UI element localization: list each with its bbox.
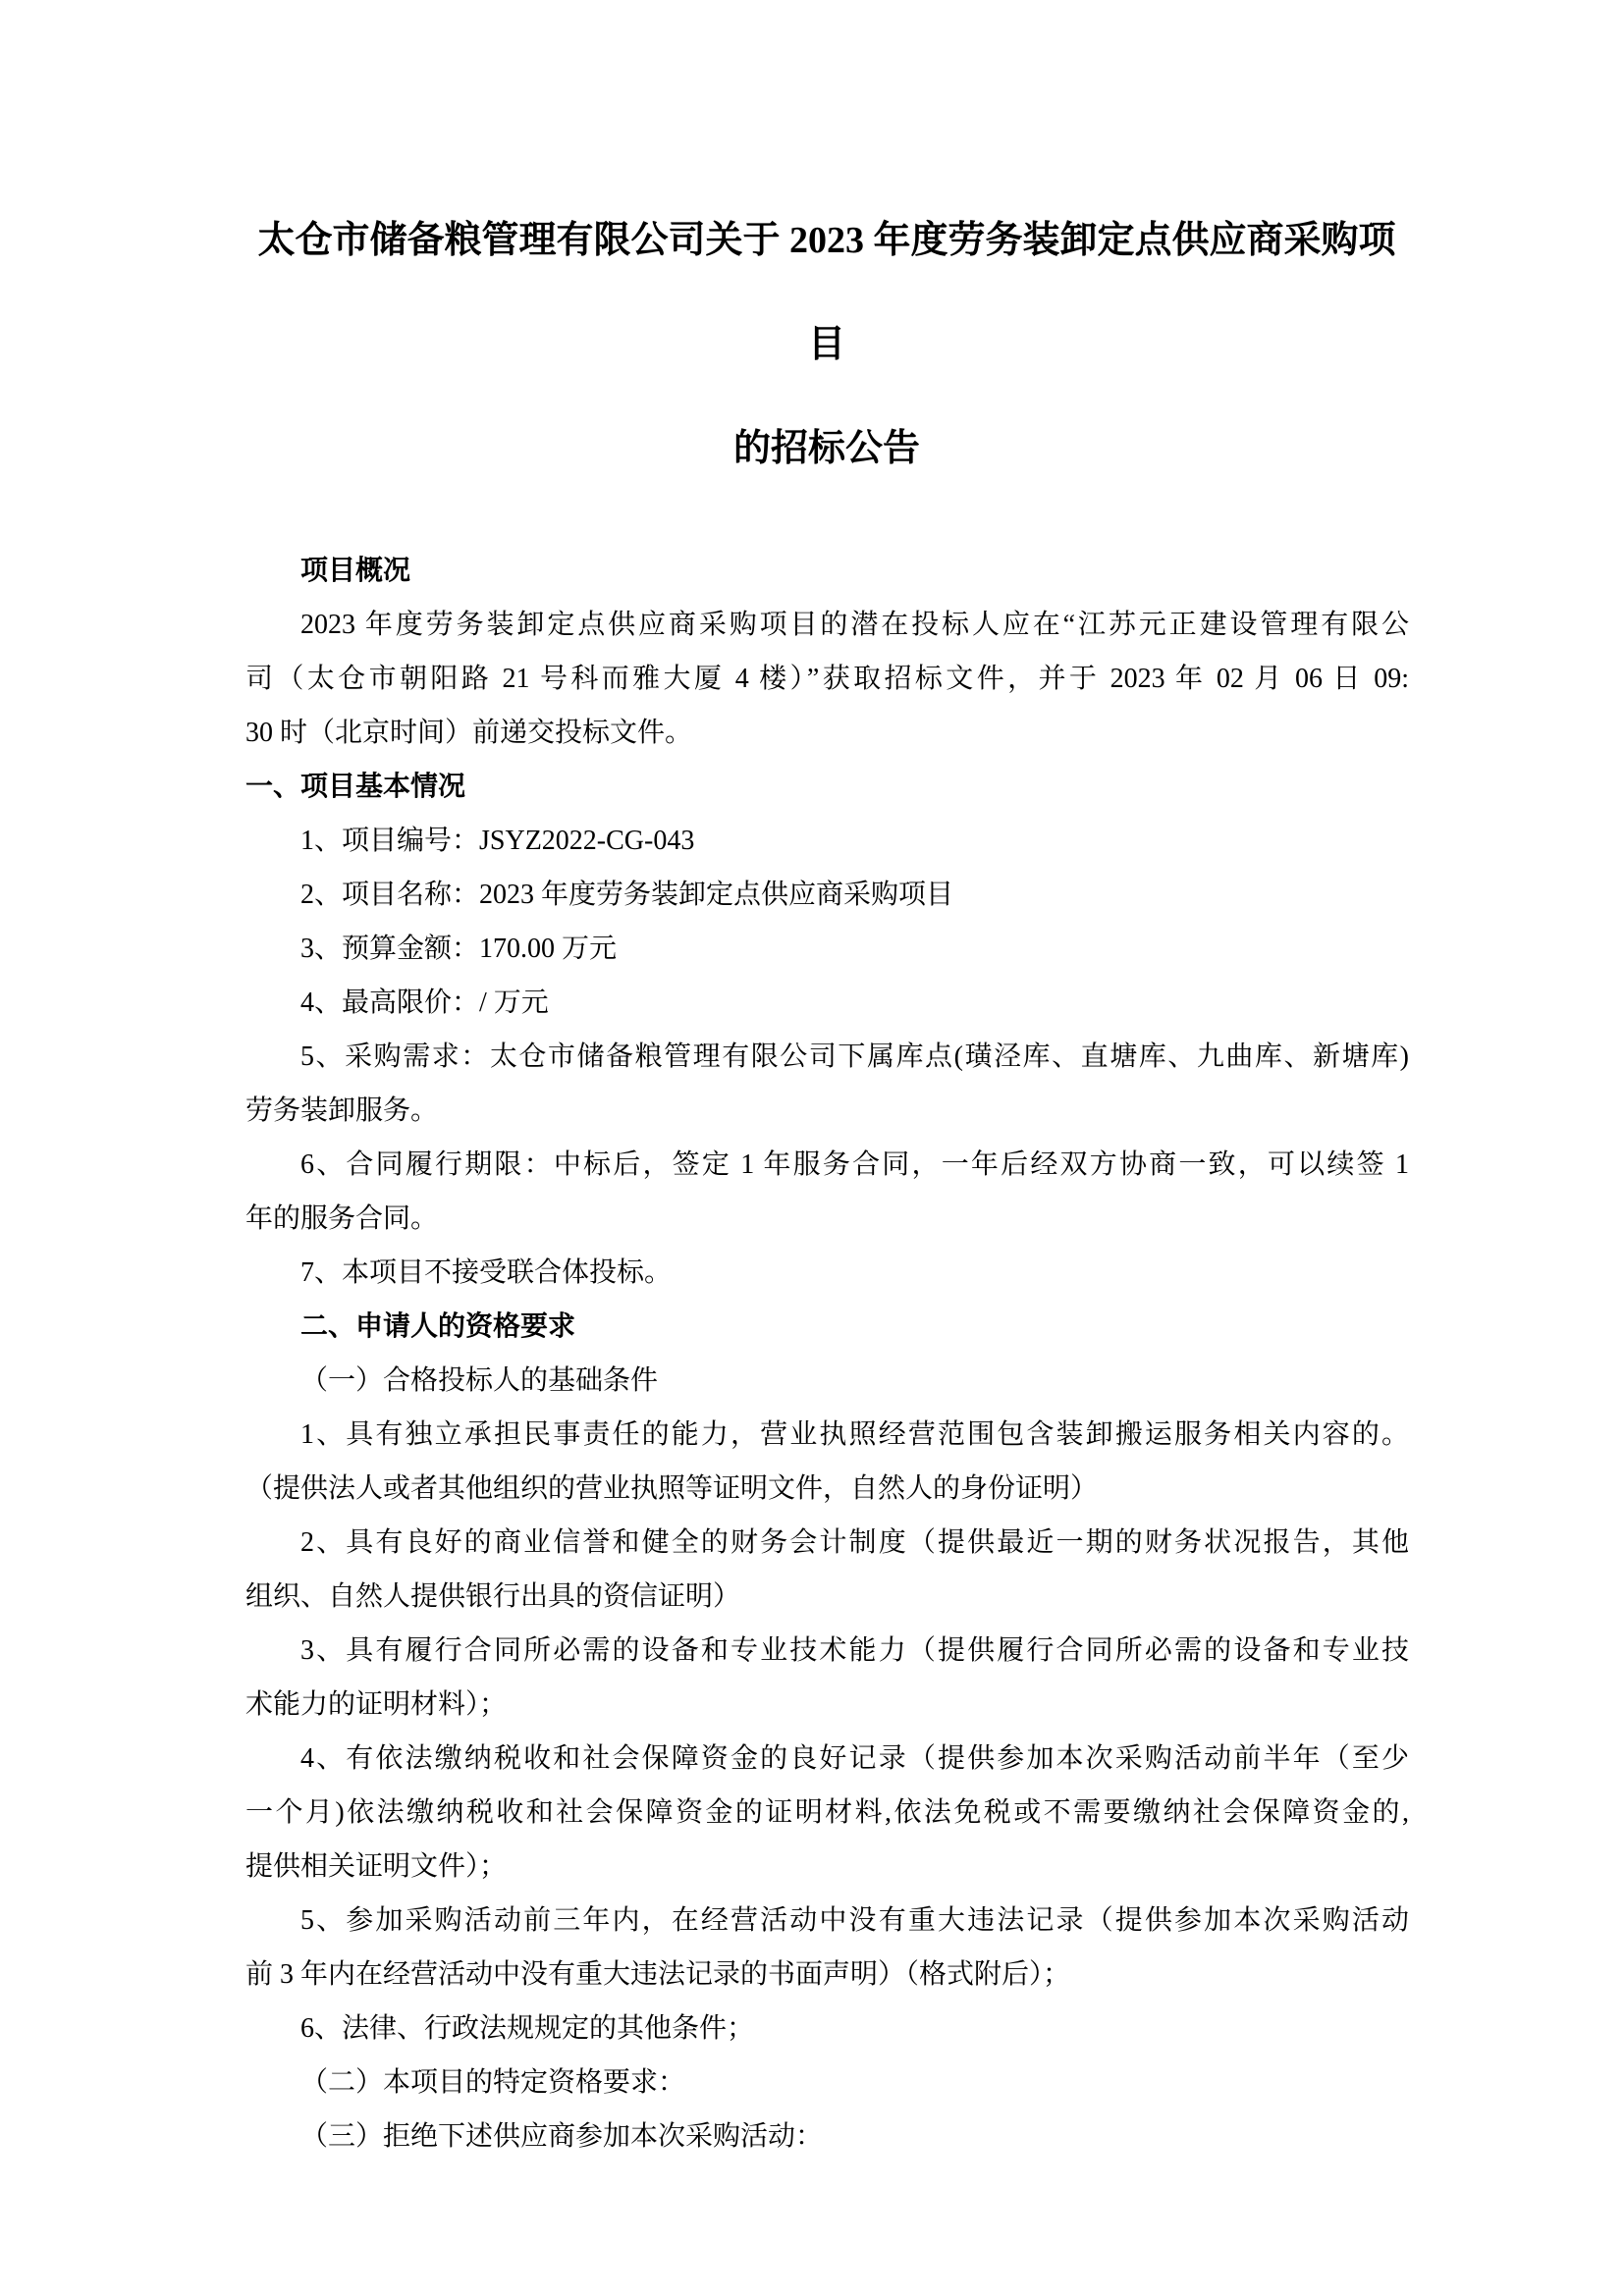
text-line: （二）本项目的特定资格要求：	[300, 2067, 686, 2098]
text-line: 6、法律、行政法规规定的其他条件；	[300, 2013, 755, 2044]
text-line: 30 时（北京时间）前递交投标文件。	[245, 718, 693, 748]
text-line: 3、预算金额：170.00 万元	[300, 934, 618, 964]
text-line: （三）拒绝下述供应商参加本次采购活动：	[300, 2121, 824, 2152]
text-line: 前 3 年内在经营活动中没有重大违法记录的书面声明）（格式附后）；	[245, 1959, 1071, 1990]
text-line: 6、合同履行期限：中标后，签定 1 年服务合同，一年后经双方协商一致，可以续签 1	[300, 1149, 1409, 1180]
text-line: 7、本项目不接受联合体投标。	[300, 1257, 673, 1288]
text-line: 年的服务合同。	[245, 1203, 439, 1234]
text-line: 一个月)依法缴纳税收和社会保障资金的证明材料,依法免税或不需要缴纳社会保障资金的,	[245, 1797, 1409, 1828]
text-line: 1、具有独立承担民事责任的能力，营业执照经营范围包含装卸搬运服务相关内容的。	[300, 1419, 1409, 1450]
text-line: 1、项目编号：JSYZ2022-CG-043	[300, 826, 695, 856]
title-line-2: 的招标公告	[732, 428, 920, 469]
text-line: （提供法人或者其他组织的营业执照等证明文件，自然人的身份证明）	[245, 1473, 1099, 1504]
text-line: 司（太仓市朝阳路 21 号科而雅大厦 4 楼）”获取招标文件，并于 2023 年 02 月 06 日 09:	[245, 664, 1409, 694]
document-body	[0, 544, 1624, 2163]
text-line: 2、具有良好的商业信誉和健全的财务会计制度（提供最近一期的财务状况报告，其他	[300, 1527, 1409, 1558]
text-line: 3、具有履行合同所必需的设备和专业技术能力（提供履行合同所必需的设备和专业技	[300, 1635, 1409, 1666]
text-line: 二、申请人的资格要求	[300, 1311, 576, 1342]
text-line: 4、有依法缴纳税收和社会保障资金的良好记录（提供参加本次采购活动前半年（至少	[300, 1743, 1409, 1774]
text-line: 项目概况	[300, 556, 411, 586]
text-line: 2023 年度劳务装卸定点供应商采购项目的潜在投标人应在“江苏元正建设管理有限公	[300, 610, 1409, 640]
text-line: 术能力的证明材料）；	[245, 1689, 508, 1720]
text-line: （一）合格投标人的基础条件	[300, 1365, 659, 1396]
text-line: 一、项目基本情况	[245, 772, 466, 802]
text-line: 5、参加采购活动前三年内，在经营活动中没有重大违法记录（提供参加本次采购活动	[300, 1905, 1409, 1936]
text-line: 2、项目名称：2023 年度劳务装卸定点供应商采购项目	[300, 880, 954, 910]
text-line: 5、采购需求：太仓市储备粮管理有限公司下属库点(璜泾库、直塘库、九曲库、新塘库)	[300, 1041, 1409, 1072]
document-title	[0, 0, 1624, 501]
text-line: 4、最高限价：/ 万元	[300, 988, 549, 1018]
title-line-1: 太仓市储备粮管理有限公司关于 2023 年度劳务装卸定点供应商采购项目	[257, 220, 1396, 365]
text-line: 劳务装卸服务。	[245, 1095, 439, 1126]
text-line: 提供相关证明文件）；	[245, 1851, 508, 1882]
text-line: 组织、自然人提供银行出具的资信证明）	[245, 1581, 741, 1612]
